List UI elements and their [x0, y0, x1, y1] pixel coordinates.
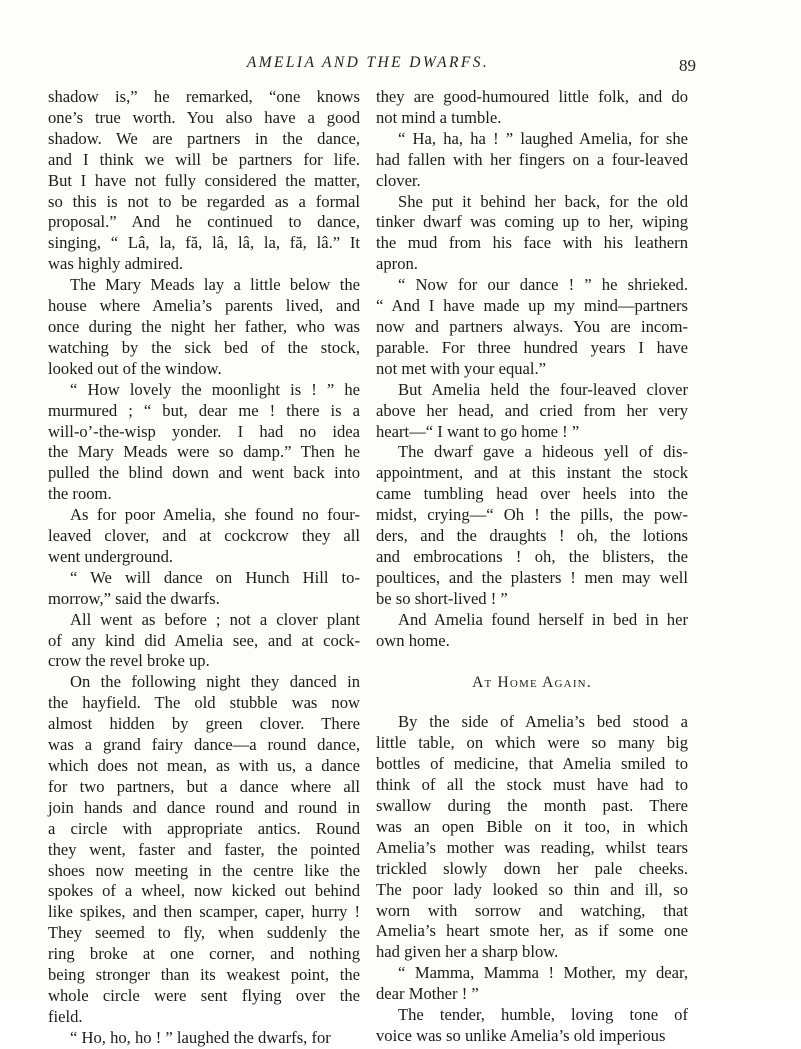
text-line: “ Ha, ha, ha ! ” laughed Amelia, for she — [398, 128, 688, 148]
text-line: swallow during the month past. There — [376, 796, 688, 815]
text-line: came tumbling head over heels into the — [376, 484, 688, 504]
paragraph — [48, 672, 360, 1027]
text-line: bottles of medicine, that Amelia smiled to — [376, 754, 688, 774]
text-line: dear Mother ! ” — [376, 984, 479, 1004]
paragraph — [376, 275, 688, 380]
paragraph — [48, 610, 360, 673]
text-line: they went, faster and faster, the pointed — [48, 839, 360, 859]
paragraph — [48, 275, 360, 380]
text-line: be so short-lived ! ” — [376, 588, 508, 608]
text-line: own home. — [376, 630, 450, 650]
text-line: leaved clover, and at cockcrow they all — [48, 526, 360, 546]
text-line: whole circle were sent flying over the — [48, 985, 360, 1005]
text-line: voice was so unlike Amelia’s old imperious — [376, 1025, 666, 1045]
text-line: which does not mean, as with us, a dance — [48, 756, 360, 775]
text-line: As for poor Amelia, she found no four- — [70, 505, 360, 525]
paragraph — [376, 380, 688, 443]
text-line: being stronger than its weakest point, the — [48, 965, 360, 985]
text-line: and embrocations ! oh, the blisters, the — [376, 546, 688, 566]
text-line: heart—“ I want to go home ! ” — [376, 421, 580, 441]
text-line: morrow,” said the dwarfs. — [48, 588, 220, 608]
text-line: poultices, and the plasters ! men may well — [376, 567, 688, 587]
paragraph — [376, 712, 688, 963]
right-column — [376, 87, 688, 1047]
text-line: The poor lady looked so thin and ill, so — [376, 879, 688, 899]
text-line: spokes of a wheel, now kicked out behind — [48, 881, 360, 901]
text-line: “ Ho, ho, ho ! ” laughed the dwarfs, for — [70, 1027, 331, 1047]
text-line: house where Amelia’s parents lived, and — [48, 296, 360, 316]
text-line: so this is not to be regarded as a formal — [48, 191, 360, 211]
right-column-after-heading — [376, 712, 688, 1047]
text-line: appointment, and at this instant the stock — [376, 463, 688, 483]
text-line: But I have not fully considered the matter, — [48, 170, 360, 190]
left-column — [48, 87, 360, 1049]
right-column-before-heading — [376, 87, 688, 651]
text-line: a circle with appropriate antics. Round — [48, 818, 360, 838]
text-line: now and partners always. You are incom- — [376, 316, 688, 336]
text-line: the room. — [48, 484, 112, 504]
text-line: think of all the stock must have had to — [376, 775, 688, 795]
text-line: shoes now meeting in the centre like the — [48, 860, 360, 880]
text-line: for two partners, but a dance where all — [48, 776, 360, 796]
text-line: clover. — [376, 170, 421, 190]
paragraph — [48, 568, 360, 610]
text-line: the mud from his face with his leathern — [376, 233, 688, 253]
text-line: shadow. We are partners in the dance, — [48, 128, 360, 148]
text-line: The tender, humble, loving tone of — [398, 1005, 688, 1025]
running-head — [48, 54, 696, 78]
text-line: apron. — [376, 254, 418, 274]
paragraph — [376, 87, 688, 129]
text-line: murmured ; “ but, dear me ! there is a — [48, 400, 360, 420]
text-line: They seemed to fly, when suddenly the — [48, 923, 360, 943]
text-line: was a grand fairy dance—a round dance, — [48, 735, 360, 755]
text-line: The Mary Meads lay a little below the — [70, 275, 360, 295]
paragraph — [376, 963, 688, 1005]
text-line: By the side of Amelia’s bed stood a — [398, 712, 688, 732]
text-line: like spikes, and then scamper, caper, hurry ! — [48, 902, 360, 922]
text-line: had fallen with her fingers on a four-leaved — [376, 149, 688, 169]
section-heading: At Home Again. — [472, 674, 592, 692]
text-line: worn with sorrow and watching, that — [376, 900, 688, 920]
paragraph — [376, 442, 688, 609]
paragraph — [48, 380, 360, 505]
text-line: the Mary Meads were so damp.” Then he — [48, 442, 360, 462]
text-line: And Amelia found herself in bed in her — [398, 609, 688, 629]
text-line: Amelia’s mother was reading, whilst tears — [376, 837, 688, 857]
running-title: AMELIA AND THE DWARFS. — [246, 54, 490, 71]
text-line: little table, on which were so many big — [376, 733, 688, 753]
text-line: will-o’-the-wisp yonder. I had no idea — [48, 421, 360, 441]
text-line: trickled slowly down her pale cheeks. — [376, 858, 688, 878]
paragraph — [48, 505, 360, 568]
text-line: On the following night they danced in — [70, 672, 360, 692]
text-line: crow the revel broke up. — [48, 651, 210, 671]
paragraph — [376, 610, 688, 652]
text-line: pulled the blind down and went back into — [48, 463, 360, 483]
text-line: looked out of the window. — [48, 358, 222, 378]
text-line: above her head, and cried from her very — [376, 400, 688, 420]
text-line: “ Mamma, Mamma ! Mother, my dear, — [398, 963, 688, 983]
paragraph — [376, 192, 688, 276]
text-line: not met with your equal.” — [376, 358, 547, 378]
paragraph — [376, 1005, 688, 1047]
text-line: She put it behind her back, for the old — [398, 191, 688, 211]
text-line: went underground. — [48, 546, 174, 566]
text-line: once during the night her father, who was — [48, 316, 360, 336]
text-line: But Amelia held the four-leaved clover — [398, 379, 688, 399]
text-line: almost hidden by green clover. There — [48, 714, 360, 734]
text-line: ders, and the draughts ! oh, the lotions — [376, 526, 688, 546]
text-line: proposal.” And he continued to dance, — [48, 212, 360, 232]
paragraph — [48, 1028, 360, 1049]
paragraph — [48, 87, 360, 275]
text-line: tinker dwarf was coming up to her, wiping — [376, 212, 688, 232]
text-line: Amelia’s heart smote her, as if some one — [376, 921, 688, 941]
text-line: not mind a tumble. — [376, 107, 502, 127]
text-line: midst, crying—“ Oh ! the pills, the pow- — [376, 505, 688, 525]
text-line: singing, “ Lâ, la, fă, lâ, lâ, la, fă, lâ.” It — [48, 233, 360, 253]
text-line: The dwarf gave a hideous yell of dis- — [398, 442, 688, 462]
text-line: shadow is,” he remarked, “one knows — [48, 87, 360, 106]
text-line: “ Now for our dance ! ” he shrieked. — [398, 275, 688, 295]
text-line: ring broke at one corner, and nothing — [48, 944, 360, 964]
text-line: watching by the sick bed of the stock, — [48, 337, 360, 357]
text-line: had given her a sharp blow. — [376, 942, 559, 962]
paragraph — [376, 129, 688, 192]
text-line: one’s true worth. You also have a good — [48, 107, 360, 127]
page-number: 89 — [679, 56, 696, 75]
text-line: join hands and dance round and round in — [48, 797, 360, 817]
text-line: was an open Bible on it too, in which — [376, 816, 688, 836]
text-line: the hayfield. The old stubble was now — [48, 693, 360, 713]
text-line: “ How lovely the moonlight is ! ” he — [70, 379, 360, 399]
text-line: “ We will dance on Hunch Hill to- — [70, 567, 360, 587]
text-line: All went as before ; not a clover plant — [70, 609, 360, 629]
text-line: “ And I have made up my mind—partners — [376, 296, 688, 316]
text-line: and I think we will be partners for life. — [48, 149, 360, 169]
text-line: parable. For three hundred years I have — [376, 337, 688, 357]
text-line: was highly admired. — [48, 254, 184, 274]
text-line: of any kind did Amelia see, and at cock- — [48, 630, 360, 650]
text-line: field. — [48, 1006, 83, 1026]
text-line: they are good-humoured little folk, and do — [376, 87, 688, 106]
